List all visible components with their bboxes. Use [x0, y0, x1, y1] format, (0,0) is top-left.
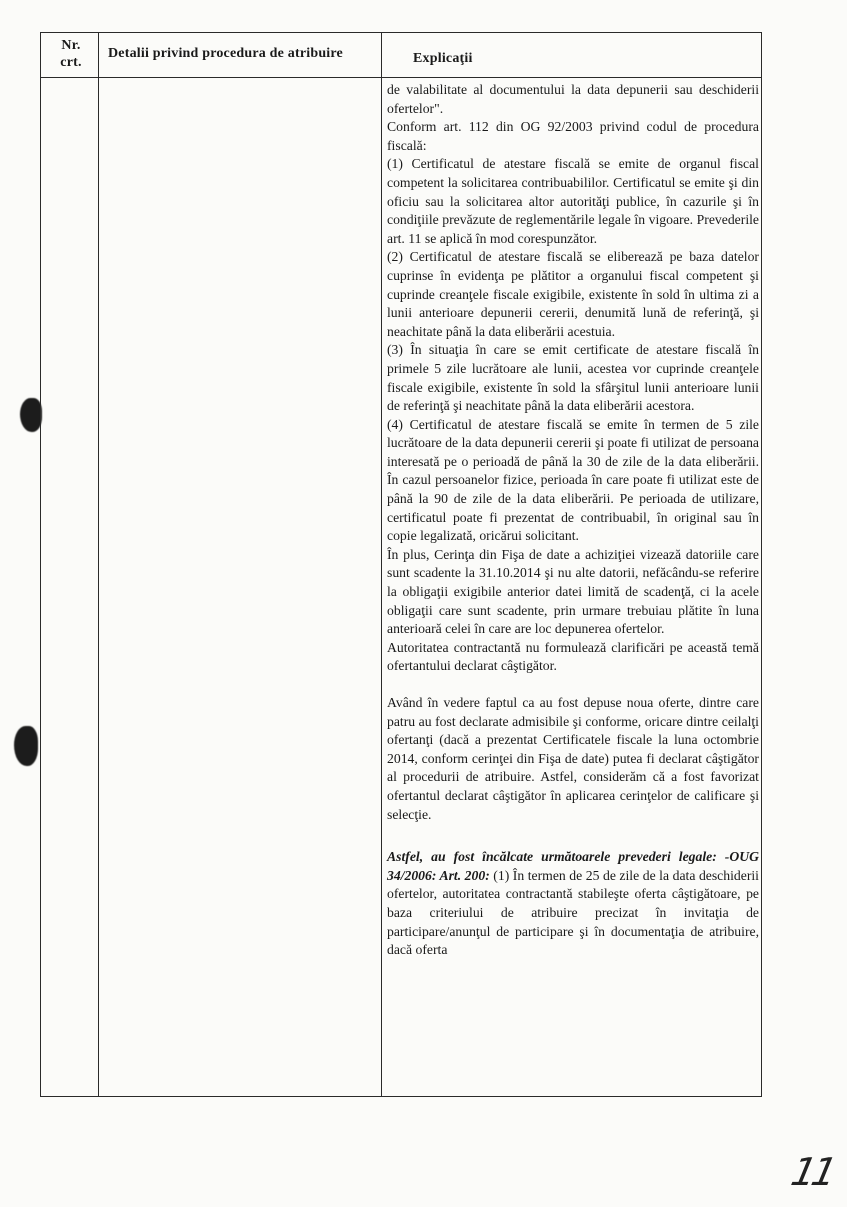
explanations-cell	[387, 81, 759, 960]
header-details: Detalii privind procedura de atribuire	[108, 46, 343, 61]
column-divider-2	[381, 33, 382, 1096]
document-table	[40, 32, 762, 1097]
header-nr-label: Nr.	[61, 38, 81, 53]
punch-hole-top	[20, 398, 42, 432]
paragraph-7: Autoritatea contractantă nu formulează clarificări pe această temă ofertantului declarat câştigător.	[387, 639, 759, 674]
law-text: (1) În termen de 25 de zile de la data deschiderii ofertelor, autoritatea contractantă stabileşte oferta câştigătoare, pe baza criteriului de atribuire precizat în invitaţia de participare/anunţul de participare şi în documentaţia de atribuire, dacă oferta	[387, 867, 759, 958]
paragraph-3: (2) Certificatul de atestare fiscală se eliberează pe baza datelor cuprinse în evidenţa pe plătitor a organului fiscal competent şi cuprinde creanţele fiscale exigibile, existente în sold în ultima zi a lunii anterioare depunerii cererii, denumită lună de referinţă, şi neachitate până la data eliberării acestuia.	[387, 249, 759, 339]
column-divider-1	[98, 33, 99, 1096]
paragraph-5: (4) Certificatul de atestare fiscală se emite în termen de 5 zile lucrătoare de la data depunerii cererii şi poate fi utilizat de persoana interesată pe o perioadă de până la 30 de zile de la data eliberării. În cazul persoanelor fizice, perioada în care poate fi utilizat este de până la 90 de zile de la data eliberării. Pe perioada de utilizare, certificatul poate fi prezentat de contribuabil, în original sau în copie legalizată, oricărui solicitant.	[387, 416, 759, 544]
header-crt-label: crt.	[60, 55, 82, 70]
paragraph-0: de valabilitate al documentului la data depunerii sau deschiderii ofertelor".	[387, 82, 759, 116]
law-paragraph	[387, 848, 759, 960]
page-number: 11	[787, 1150, 838, 1194]
header-divider	[41, 77, 761, 78]
header-explanations: Explicaţii	[413, 51, 473, 66]
paragraph-2: (1) Certificatul de atestare fiscală se emite de organul fiscal competent la solicitarea contribuabililor. Certificatul se emite şi din oficiu sau la solicitarea altor autorităţi publice, în cazurile şi în condiţiile prevăzute de reglementările legale în vigoare. Prevederile art. 11 se aplică în mod corespunzător.	[387, 156, 759, 246]
paragraph-6: În plus, Cerinţa din Fişa de date a achiziţiei vizează datoriile care sunt scadente la 31.10.2014 şi nu alte datorii, nefăcându-se referire la obligaţii exigibile anterior datei limită de scadenţă, ci la acele obligaţii care sunt scadente, prin urmare trebuiau plătite în luna anterioară celei în care are loc depunerea ofertelor.	[387, 546, 759, 637]
paragraph-1: Conform art. 112 din OG 92/2003 privind codul de procedura fiscală:	[387, 119, 759, 153]
header-nr-crt	[51, 37, 91, 71]
law-heading: Astfel, au fost încălcate următoarele prevederi legale: -OUG 34/2006: Art. 200:	[387, 849, 759, 883]
punch-hole-bottom	[14, 726, 38, 766]
paragraph-8: Având în vedere faptul ca au fost depuse noua oferte, dintre care patru au fost declarate admisibile şi conforme, oricare dintre ceilalţi ofertanţi (dacă a prezentat Certificatele fiscale la luna octombrie 2014, conform cerinţei din Fişa de date) putea fi declarat câştigător al procedurii de atribuire. Astfel, considerăm că a fost favorizat ofertantul declarat câştigător în aplicarea cerinţelor de calificare şi selecţie.	[387, 695, 759, 822]
paragraph-4: (3) În situaţia în care se emit certificate de atestare fiscală în primele 5 zile lucrătoare ale lunii, acestea vor cuprinde creanţele fiscale exigibile, existente în sold la sfârşitul lunii anterioare lunii de referinţă şi neachitate până la data eliberării acestora.	[387, 342, 759, 414]
